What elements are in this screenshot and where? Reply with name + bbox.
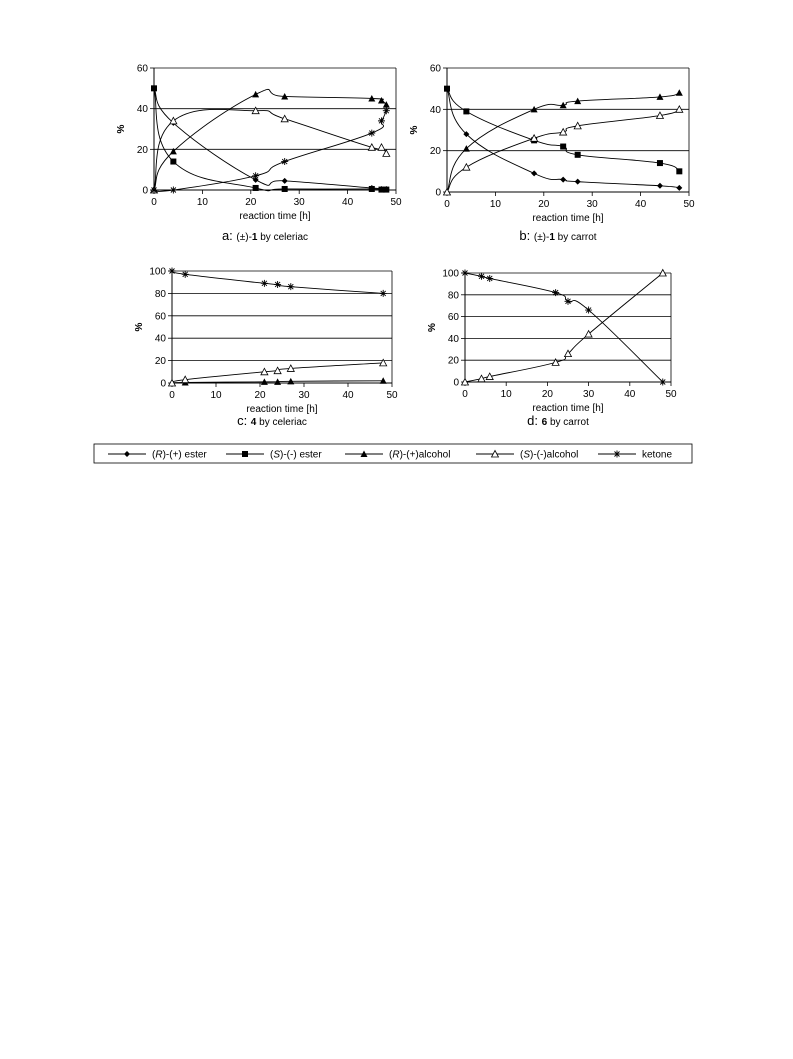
series-d-ketone bbox=[462, 270, 667, 386]
series-a-s-alcohol bbox=[151, 107, 390, 193]
point-a-ketone-6 bbox=[383, 107, 390, 114]
y-tick-label-b-20: 20 bbox=[429, 146, 441, 158]
point-a-s-alcohol-4 bbox=[368, 144, 375, 151]
point-b-r-ester-3 bbox=[560, 177, 566, 183]
point-a-ketone-0 bbox=[151, 187, 158, 194]
point-d-ketone-2 bbox=[486, 275, 493, 282]
x-axis-title-d: reaction time [h] bbox=[532, 403, 604, 414]
point-a-s-alcohol-6 bbox=[383, 150, 390, 157]
series-line-a-r-ester bbox=[154, 88, 386, 189]
x-tick-label-d-30: 30 bbox=[583, 389, 595, 400]
point-a-s-alcohol-3 bbox=[281, 115, 288, 122]
x-tick-label-c-50: 50 bbox=[386, 390, 398, 401]
caption-d: d: 6 by carrot bbox=[527, 413, 589, 428]
caption-c: c: 4 by celeriac bbox=[237, 413, 307, 428]
x-tick-label-c-40: 40 bbox=[342, 390, 354, 401]
point-a-ketone-5 bbox=[378, 117, 385, 124]
caption-b: b: (±)-1 by carrot bbox=[519, 228, 597, 243]
point-b-s-ester-0 bbox=[444, 86, 450, 92]
series-a-ketone bbox=[151, 107, 390, 193]
point-a-s-alcohol-5 bbox=[378, 144, 385, 151]
point-c-ketone-4 bbox=[287, 283, 294, 290]
x-axis-title-b: reaction time [h] bbox=[532, 213, 604, 224]
y-tick-label-a-60: 60 bbox=[136, 63, 148, 75]
x-tick-label-d-20: 20 bbox=[541, 389, 553, 400]
point-b-r-ester-4 bbox=[575, 179, 581, 185]
legend-label-r-ester: (R)-(+) ester bbox=[152, 449, 207, 461]
y-tick-label-b-60: 60 bbox=[429, 63, 441, 75]
point-d-ketone-4 bbox=[565, 298, 572, 305]
point-a-s-ester-1 bbox=[170, 159, 176, 165]
legend-label-r-alcohol: (R)-(+)alcohol bbox=[389, 449, 451, 461]
x-tick-label-b-0: 0 bbox=[444, 199, 450, 210]
series-a-r-ester bbox=[151, 85, 389, 192]
point-a-s-ester-6 bbox=[383, 187, 389, 193]
series-line-a-r-alcohol bbox=[154, 89, 386, 190]
x-tick-label-b-40: 40 bbox=[635, 199, 647, 210]
point-a-s-ester-0 bbox=[151, 85, 157, 91]
y-tick-label-d-80: 80 bbox=[447, 290, 459, 302]
point-a-r-alcohol-2 bbox=[252, 91, 259, 98]
point-b-r-ester-2 bbox=[531, 170, 537, 176]
x-tick-label-d-50: 50 bbox=[665, 389, 677, 400]
point-a-s-ester-3 bbox=[282, 186, 288, 192]
y-tick-label-c-60: 60 bbox=[154, 311, 166, 323]
y-tick-label-c-20: 20 bbox=[154, 356, 166, 368]
chart-d bbox=[427, 269, 677, 429]
y-tick-label-c-0: 0 bbox=[160, 378, 166, 390]
point-a-r-alcohol-5 bbox=[378, 97, 385, 104]
y-tick-label-d-100: 100 bbox=[442, 268, 459, 280]
point-d-ketone-5 bbox=[585, 307, 592, 314]
x-tick-label-d-40: 40 bbox=[624, 389, 636, 400]
x-tick-label-c-30: 30 bbox=[298, 390, 310, 401]
point-b-s-alcohol-1 bbox=[463, 164, 470, 171]
x-tick-label-d-10: 10 bbox=[500, 389, 512, 400]
series-a-r-alcohol bbox=[151, 89, 390, 193]
x-tick-label-a-20: 20 bbox=[245, 197, 257, 208]
point-a-ketone-2 bbox=[252, 172, 259, 179]
x-tick-label-a-0: 0 bbox=[151, 197, 157, 208]
y-axis-title-d: % bbox=[427, 323, 438, 332]
chart-b bbox=[409, 64, 695, 244]
y-axis-title-a: % bbox=[116, 124, 127, 134]
x-tick-label-c-10: 10 bbox=[210, 390, 222, 401]
x-tick-label-b-50: 50 bbox=[683, 199, 695, 210]
series-line-a-s-ester bbox=[154, 88, 386, 191]
x-tick-label-c-0: 0 bbox=[169, 390, 175, 401]
series-d-s-alcohol bbox=[462, 270, 667, 386]
legend-marker-s-ester bbox=[242, 451, 248, 457]
point-a-ketone-3 bbox=[281, 158, 288, 165]
series-a-s-ester bbox=[151, 85, 389, 192]
y-axis-title-b: % bbox=[409, 125, 420, 135]
y-tick-label-b-40: 40 bbox=[429, 104, 441, 116]
x-axis-title-a: reaction time [h] bbox=[239, 211, 311, 222]
series-line-d-ketone bbox=[465, 273, 663, 382]
x-tick-label-b-20: 20 bbox=[538, 199, 550, 210]
y-tick-label-c-80: 80 bbox=[154, 288, 166, 300]
y-tick-label-d-20: 20 bbox=[447, 355, 459, 367]
y-tick-label-a-0: 0 bbox=[142, 185, 148, 197]
chart-c bbox=[134, 267, 398, 429]
series-c-r-alcohol bbox=[169, 377, 387, 386]
point-a-r-ester-3 bbox=[282, 178, 288, 184]
point-b-s-ester-5 bbox=[657, 160, 663, 166]
y-tick-label-d-60: 60 bbox=[447, 312, 459, 324]
y-tick-label-a-20: 20 bbox=[136, 144, 148, 156]
point-d-ketone-3 bbox=[552, 289, 559, 296]
y-tick-label-b-0: 0 bbox=[435, 187, 441, 199]
x-tick-label-b-30: 30 bbox=[586, 199, 598, 210]
caption-a: a: (±)-1 by celeriac bbox=[221, 228, 309, 243]
legend-label-s-ester: (S)-(-) ester bbox=[270, 449, 322, 461]
y-tick-label-c-40: 40 bbox=[154, 333, 166, 345]
y-tick-label-c-100: 100 bbox=[149, 266, 166, 278]
point-c-ketone-3 bbox=[274, 281, 281, 288]
legend bbox=[94, 444, 692, 463]
point-b-r-ester-5 bbox=[657, 183, 663, 189]
point-c-ketone-1 bbox=[182, 271, 189, 278]
point-b-r-ester-6 bbox=[676, 185, 682, 191]
x-tick-label-a-10: 10 bbox=[196, 197, 208, 208]
y-axis-title-c: % bbox=[134, 322, 145, 332]
point-a-ketone-1 bbox=[170, 187, 177, 194]
y-tick-label-d-0: 0 bbox=[453, 377, 459, 389]
point-d-s-alcohol-1 bbox=[478, 375, 485, 382]
point-d-ketone-1 bbox=[478, 273, 485, 280]
y-tick-label-a-40: 40 bbox=[136, 104, 148, 116]
x-tick-label-a-30: 30 bbox=[293, 197, 305, 208]
x-tick-label-a-50: 50 bbox=[390, 197, 402, 208]
point-b-s-alcohol-3 bbox=[560, 129, 567, 136]
point-b-s-ester-3 bbox=[560, 144, 566, 150]
x-axis-title-c: reaction time [h] bbox=[246, 404, 318, 415]
point-b-s-ester-6 bbox=[676, 168, 682, 174]
point-a-s-ester-2 bbox=[253, 185, 259, 191]
x-tick-label-c-20: 20 bbox=[254, 390, 266, 401]
point-c-ketone-2 bbox=[261, 280, 268, 287]
x-tick-label-d-0: 0 bbox=[462, 389, 468, 400]
point-d-ketone-0 bbox=[462, 270, 469, 277]
legend-marker-ketone bbox=[614, 451, 621, 458]
point-c-ketone-0 bbox=[169, 268, 176, 275]
point-a-s-ester-4 bbox=[369, 186, 375, 192]
legend-label-ketone: ketone bbox=[642, 449, 673, 461]
point-b-s-ester-4 bbox=[575, 152, 581, 158]
legend-label-s-alcohol: (S)-(-)alcohol bbox=[520, 449, 579, 461]
x-tick-label-a-40: 40 bbox=[342, 197, 354, 208]
chart-a bbox=[116, 64, 402, 244]
point-b-s-ester-1 bbox=[463, 108, 469, 114]
y-tick-label-d-40: 40 bbox=[447, 333, 459, 345]
point-a-ketone-4 bbox=[368, 130, 375, 137]
series-c-ketone bbox=[169, 268, 387, 297]
series-line-d-s-alcohol bbox=[465, 273, 663, 382]
series-line-a-ketone bbox=[154, 111, 386, 192]
point-d-ketone-6 bbox=[659, 379, 666, 386]
point-b-r-alcohol-6 bbox=[676, 89, 683, 96]
point-c-ketone-5 bbox=[380, 290, 387, 297]
x-tick-label-b-10: 10 bbox=[489, 199, 501, 210]
